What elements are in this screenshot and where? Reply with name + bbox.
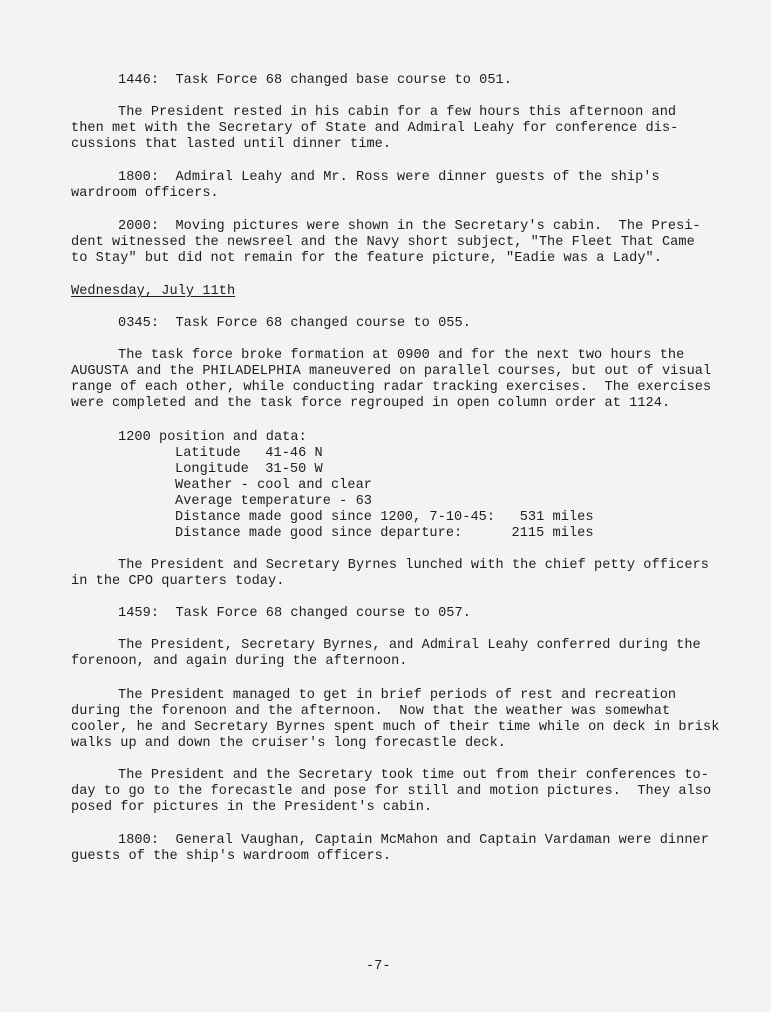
text-line: Average temperature - 63 — [175, 494, 372, 509]
text-line: cooler, he and Secretary Byrnes spent much of their time while on deck in brisk — [71, 720, 720, 735]
text-line: Latitude 41-46 N — [175, 446, 323, 461]
text-line: 1800: General Vaughan, Captain McMahon and Captain Vardaman were dinner — [118, 833, 709, 848]
text-line: walks up and down the cruiser's long forecastle deck. — [71, 736, 507, 751]
text-line: range of each other, while conducting radar tracking exercises. The exercises — [71, 380, 712, 395]
text-line: The President and Secretary Byrnes lunched with the chief petty officers — [118, 558, 709, 573]
text-line: AUGUSTA and the PHILADELPHIA maneuvered on parallel courses, but out of visual — [71, 364, 712, 379]
text-line: dent witnessed the newsreel and the Navy short subject, "The Fleet That Came — [71, 235, 695, 250]
text-line: wardroom officers. — [71, 186, 219, 201]
text-line: in the CPO quarters today. — [71, 574, 285, 589]
page-number: -7- — [366, 959, 391, 974]
text-line: Longitude 31-50 W — [175, 462, 323, 477]
text-line: during the forenoon and the afternoon. Now that the weather was somewhat — [71, 704, 671, 719]
text-line: Distance made good since 1200, 7-10-45: 531 miles — [175, 510, 594, 525]
text-line: guests of the ship's wardroom officers. — [71, 849, 392, 864]
text-line: day to go to the forecastle and pose for still and motion pictures. They also — [71, 784, 712, 799]
text-line: Weather - cool and clear — [175, 478, 372, 493]
text-line: The President and the Secretary took time out from their conferences to- — [118, 768, 709, 783]
text-line: The President, Secretary Byrnes, and Admiral Leahy conferred during the — [118, 638, 701, 653]
text-line: 1459: Task Force 68 changed course to 057. — [118, 606, 471, 621]
text-line: 0345: Task Force 68 changed course to 055. — [118, 316, 471, 331]
text-line: then met with the Secretary of State and Admiral Leahy for conference dis- — [71, 121, 679, 136]
text-line: were completed and the task force regrouped in open column order at 1124. — [71, 396, 671, 411]
text-line: 2000: Moving pictures were shown in the Secretary's cabin. The Presi- — [118, 219, 701, 234]
text-line: Distance made good since departure: 2115 miles — [175, 526, 594, 541]
text-line: forenoon, and again during the afternoon. — [71, 654, 408, 669]
text-line: cussions that lasted until dinner time. — [71, 137, 392, 152]
text-line: 1200 position and data: — [118, 430, 307, 445]
text-line: 1800: Admiral Leahy and Mr. Ross were dinner guests of the ship's — [118, 170, 660, 185]
text-line: 1446: Task Force 68 changed base course to 051. — [118, 73, 512, 88]
text-line: The President managed to get in brief periods of rest and recreation — [118, 688, 677, 703]
text-line: to Stay" but did not remain for the feature picture, "Eadie was a Lady". — [71, 251, 662, 266]
text-line: The President rested in his cabin for a few hours this afternoon and — [118, 105, 677, 120]
section-heading: Wednesday, July 11th — [71, 284, 236, 299]
text-line: The task force broke formation at 0900 and for the next two hours the — [118, 348, 685, 363]
text-line: posed for pictures in the President's cabin. — [71, 800, 433, 815]
